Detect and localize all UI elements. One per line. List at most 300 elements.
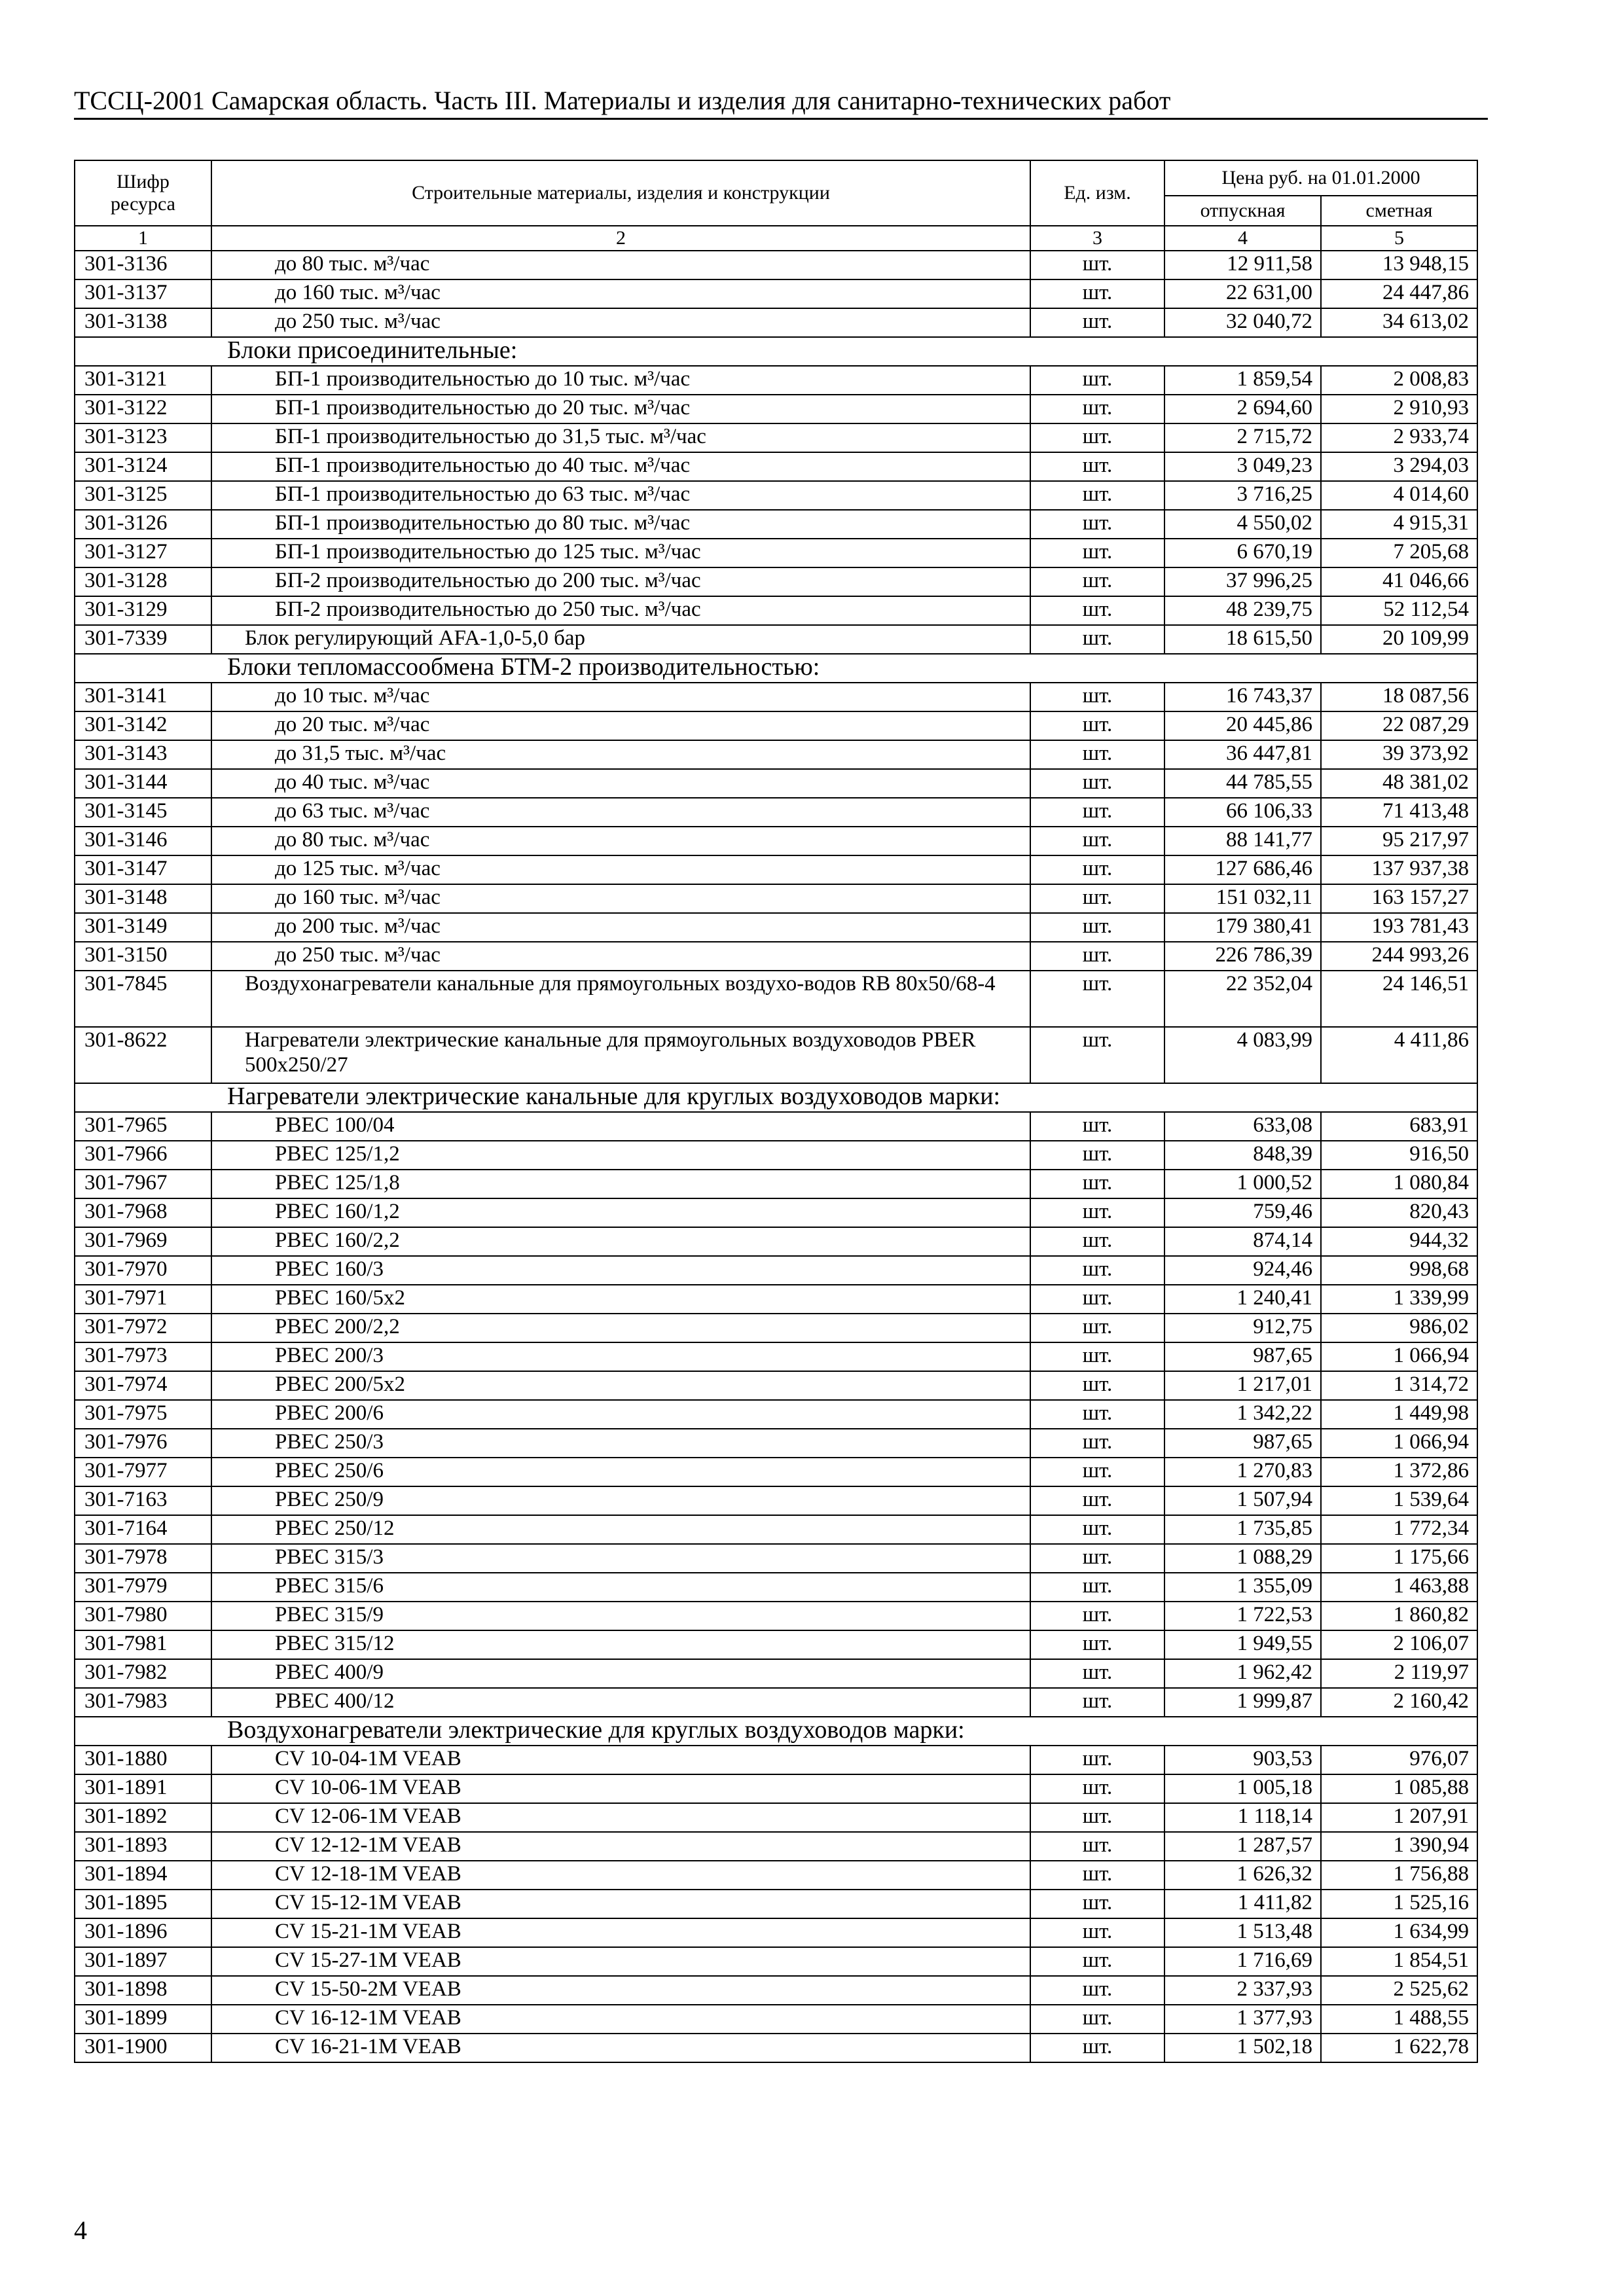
- release-price: 903,53: [1164, 1746, 1321, 1774]
- table-row: [75, 1832, 1477, 1861]
- table-row: [75, 971, 1477, 1027]
- unit-cell: шт.: [1030, 827, 1164, 855]
- unit-cell: шт.: [1030, 1256, 1164, 1285]
- estimate-price: 1 314,72: [1321, 1371, 1477, 1400]
- table-row: [75, 1861, 1477, 1890]
- unit-cell: шт.: [1030, 1890, 1164, 1918]
- estimate-price: 1 525,16: [1321, 1890, 1477, 1918]
- estimate-price: 1 634,99: [1321, 1918, 1477, 1947]
- release-price: 1 502,18: [1164, 2034, 1321, 2062]
- estimate-price: 22 087,29: [1321, 711, 1477, 740]
- resource-code: 301-3145: [75, 798, 211, 827]
- release-price: 848,39: [1164, 1141, 1321, 1170]
- header-num-4: 4: [1164, 226, 1321, 251]
- resource-code: 301-7983: [75, 1688, 211, 1717]
- release-price: 1 507,94: [1164, 1486, 1321, 1515]
- estimate-price: 4 411,86: [1321, 1027, 1477, 1083]
- section-title: Воздухонагреватели электрические для круглых воздуховодов марки:: [75, 1717, 1477, 1746]
- material-name: до 31,5 тыс. м³/час: [211, 740, 1030, 769]
- header-estimate-price: сметная: [1321, 196, 1477, 226]
- estimate-price: 24 146,51: [1321, 971, 1477, 1027]
- unit-cell: шт.: [1030, 1112, 1164, 1141]
- estimate-price: 193 781,43: [1321, 913, 1477, 942]
- resource-code: 301-7845: [75, 971, 211, 1027]
- table-row: [75, 1630, 1477, 1659]
- estimate-price: 2 160,42: [1321, 1688, 1477, 1717]
- section-row: [75, 1717, 1477, 1746]
- estimate-price: 1 860,82: [1321, 1602, 1477, 1630]
- table-row: [75, 567, 1477, 596]
- resource-code: 301-7970: [75, 1256, 211, 1285]
- estimate-price: 2 910,93: [1321, 395, 1477, 423]
- table-row: [75, 510, 1477, 539]
- table-row: [75, 596, 1477, 625]
- header-num-2: 2: [211, 226, 1030, 251]
- material-name: БП-1 производительностью до 10 тыс. м³/час: [211, 366, 1030, 395]
- material-name: PBEC 250/6: [211, 1458, 1030, 1486]
- estimate-price: 1 339,99: [1321, 1285, 1477, 1314]
- table-row: [75, 1947, 1477, 1976]
- table-row: [75, 279, 1477, 308]
- estimate-price: 1 066,94: [1321, 1342, 1477, 1371]
- material-name: PBEC 315/9: [211, 1602, 1030, 1630]
- material-name: PBEC 400/12: [211, 1688, 1030, 1717]
- material-name: PBEC 125/1,8: [211, 1170, 1030, 1198]
- unit-cell: шт.: [1030, 1515, 1164, 1544]
- unit-cell: шт.: [1030, 1170, 1164, 1198]
- resource-code: 301-1891: [75, 1774, 211, 1803]
- table-row: [75, 1198, 1477, 1227]
- table-row: [75, 1342, 1477, 1371]
- material-name: PBEC 160/1,2: [211, 1198, 1030, 1227]
- release-price: 3 716,25: [1164, 481, 1321, 510]
- unit-cell: шт.: [1030, 1400, 1164, 1429]
- release-price: 48 239,75: [1164, 596, 1321, 625]
- resource-code: 301-3137: [75, 279, 211, 308]
- estimate-price: 3 294,03: [1321, 452, 1477, 481]
- table-row: [75, 913, 1477, 942]
- material-name: CV 15-21-1M VEAB: [211, 1918, 1030, 1947]
- resource-code: 301-3121: [75, 366, 211, 395]
- table-row: [75, 1371, 1477, 1400]
- estimate-price: 820,43: [1321, 1198, 1477, 1227]
- resource-code: 301-7977: [75, 1458, 211, 1486]
- table-row: [75, 884, 1477, 913]
- estimate-price: 1 085,88: [1321, 1774, 1477, 1803]
- release-price: 37 996,25: [1164, 567, 1321, 596]
- material-name: Воздухонагреватели канальные для прямоугольных воздухо-водов RB 80x50/68-4: [211, 971, 1030, 1027]
- table-row: [75, 1890, 1477, 1918]
- material-name: до 40 тыс. м³/час: [211, 769, 1030, 798]
- resource-code: 301-3143: [75, 740, 211, 769]
- material-name: до 80 тыс. м³/час: [211, 251, 1030, 279]
- resource-code: 301-1895: [75, 1890, 211, 1918]
- resource-code: 301-3122: [75, 395, 211, 423]
- section-row: [75, 337, 1477, 366]
- resource-code: 301-7967: [75, 1170, 211, 1198]
- material-name: CV 10-06-1M VEAB: [211, 1774, 1030, 1803]
- unit-cell: шт.: [1030, 1458, 1164, 1486]
- unit-cell: шт.: [1030, 1976, 1164, 2005]
- estimate-price: 4 014,60: [1321, 481, 1477, 510]
- estimate-price: 18 087,56: [1321, 683, 1477, 711]
- estimate-price: 20 109,99: [1321, 625, 1477, 654]
- estimate-price: 7 205,68: [1321, 539, 1477, 567]
- resource-code: 301-1880: [75, 1746, 211, 1774]
- material-name: до 10 тыс. м³/час: [211, 683, 1030, 711]
- resource-code: 301-7975: [75, 1400, 211, 1429]
- unit-cell: шт.: [1030, 1918, 1164, 1947]
- release-price: 151 032,11: [1164, 884, 1321, 913]
- unit-cell: шт.: [1030, 567, 1164, 596]
- table-row: [75, 1314, 1477, 1342]
- resource-code: 301-1894: [75, 1861, 211, 1890]
- section-row: [75, 654, 1477, 683]
- table-row: [75, 683, 1477, 711]
- material-name: PBEC 250/9: [211, 1486, 1030, 1515]
- table-row: [75, 827, 1477, 855]
- unit-cell: шт.: [1030, 1141, 1164, 1170]
- release-price: 1 287,57: [1164, 1832, 1321, 1861]
- unit-cell: шт.: [1030, 1227, 1164, 1256]
- table-row: [75, 423, 1477, 452]
- material-name: БП-1 производительностью до 125 тыс. м³/час: [211, 539, 1030, 567]
- release-price: 2 715,72: [1164, 423, 1321, 452]
- estimate-price: 986,02: [1321, 1314, 1477, 1342]
- table-row: [75, 1170, 1477, 1198]
- release-price: 4 550,02: [1164, 510, 1321, 539]
- estimate-price: 39 373,92: [1321, 740, 1477, 769]
- resource-code: 301-1897: [75, 1947, 211, 1976]
- table-row: [75, 1112, 1477, 1141]
- release-price: 1 005,18: [1164, 1774, 1321, 1803]
- release-price: 22 352,04: [1164, 971, 1321, 1027]
- resource-code: 301-1896: [75, 1918, 211, 1947]
- table-row: [75, 395, 1477, 423]
- unit-cell: шт.: [1030, 855, 1164, 884]
- price-table: [74, 160, 1478, 2063]
- estimate-price: 2 933,74: [1321, 423, 1477, 452]
- resource-code: 301-7339: [75, 625, 211, 654]
- page-number: 4: [74, 2215, 87, 2245]
- estimate-price: 1 080,84: [1321, 1170, 1477, 1198]
- estimate-price: 2 119,97: [1321, 1659, 1477, 1688]
- resource-code: 301-7969: [75, 1227, 211, 1256]
- estimate-price: 52 112,54: [1321, 596, 1477, 625]
- resource-code: 301-3147: [75, 855, 211, 884]
- estimate-price: 13 948,15: [1321, 251, 1477, 279]
- resource-code: 301-1892: [75, 1803, 211, 1832]
- estimate-price: 1 175,66: [1321, 1544, 1477, 1573]
- release-price: 924,46: [1164, 1256, 1321, 1285]
- resource-code: 301-3123: [75, 423, 211, 452]
- release-price: 127 686,46: [1164, 855, 1321, 884]
- table-row: [75, 366, 1477, 395]
- resource-code: 301-3141: [75, 683, 211, 711]
- estimate-price: 1 207,91: [1321, 1803, 1477, 1832]
- unit-cell: шт.: [1030, 884, 1164, 913]
- material-name: CV 16-12-1M VEAB: [211, 2005, 1030, 2034]
- estimate-price: 2 106,07: [1321, 1630, 1477, 1659]
- table-row: [75, 251, 1477, 279]
- material-name: до 125 тыс. м³/час: [211, 855, 1030, 884]
- table-row: [75, 308, 1477, 337]
- material-name: PBEC 400/9: [211, 1659, 1030, 1688]
- table-row: [75, 481, 1477, 510]
- material-name: PBEC 100/04: [211, 1112, 1030, 1141]
- release-price: 179 380,41: [1164, 913, 1321, 942]
- resource-code: 301-7965: [75, 1112, 211, 1141]
- unit-cell: шт.: [1030, 1746, 1164, 1774]
- release-price: 1 735,85: [1164, 1515, 1321, 1544]
- release-price: 12 911,58: [1164, 251, 1321, 279]
- table-row: [75, 798, 1477, 827]
- resource-code: 301-7971: [75, 1285, 211, 1314]
- unit-cell: шт.: [1030, 711, 1164, 740]
- unit-cell: шт.: [1030, 1602, 1164, 1630]
- release-price: 16 743,37: [1164, 683, 1321, 711]
- unit-cell: шт.: [1030, 625, 1164, 654]
- resource-code: 301-3146: [75, 827, 211, 855]
- unit-cell: шт.: [1030, 798, 1164, 827]
- resource-code: 301-7982: [75, 1659, 211, 1688]
- release-price: 1 118,14: [1164, 1803, 1321, 1832]
- table-row: [75, 740, 1477, 769]
- header-num-1: 1: [75, 226, 211, 251]
- resource-code: 301-3150: [75, 942, 211, 971]
- unit-cell: шт.: [1030, 481, 1164, 510]
- resource-code: 301-7981: [75, 1630, 211, 1659]
- release-price: 1 217,01: [1164, 1371, 1321, 1400]
- resource-code: 301-1893: [75, 1832, 211, 1861]
- table-row: [75, 855, 1477, 884]
- unit-cell: шт.: [1030, 452, 1164, 481]
- unit-cell: шт.: [1030, 1659, 1164, 1688]
- material-name: БП-1 производительностью до 63 тыс. м³/час: [211, 481, 1030, 510]
- material-name: CV 12-18-1M VEAB: [211, 1861, 1030, 1890]
- unit-cell: шт.: [1030, 251, 1164, 279]
- material-name: PBEC 200/3: [211, 1342, 1030, 1371]
- table-row: [75, 1486, 1477, 1515]
- resource-code: 301-7973: [75, 1342, 211, 1371]
- estimate-price: 244 993,26: [1321, 942, 1477, 971]
- header-num-5: 5: [1321, 226, 1477, 251]
- material-name: до 200 тыс. м³/час: [211, 913, 1030, 942]
- table-row: [75, 1602, 1477, 1630]
- release-price: 1 626,32: [1164, 1861, 1321, 1890]
- material-name: PBEC 250/3: [211, 1429, 1030, 1458]
- table-row: [75, 539, 1477, 567]
- resource-code: 301-7163: [75, 1486, 211, 1515]
- table-row: [75, 1027, 1477, 1083]
- estimate-price: 1 488,55: [1321, 2005, 1477, 2034]
- table-row: [75, 1746, 1477, 1774]
- material-name: до 80 тыс. м³/час: [211, 827, 1030, 855]
- material-name: PBEC 160/5x2: [211, 1285, 1030, 1314]
- unit-cell: шт.: [1030, 1198, 1164, 1227]
- material-name: до 160 тыс. м³/час: [211, 884, 1030, 913]
- material-name: до 20 тыс. м³/час: [211, 711, 1030, 740]
- unit-cell: шт.: [1030, 2005, 1164, 2034]
- release-price: 633,08: [1164, 1112, 1321, 1141]
- resource-code: 301-1899: [75, 2005, 211, 2034]
- unit-cell: шт.: [1030, 1429, 1164, 1458]
- material-name: Нагреватели электрические канальные для прямоугольных воздуховодов PBER 500x250/27: [211, 1027, 1030, 1083]
- estimate-price: 41 046,66: [1321, 567, 1477, 596]
- header-release-price: отпускная: [1164, 196, 1321, 226]
- release-price: 912,75: [1164, 1314, 1321, 1342]
- material-name: БП-1 производительностью до 40 тыс. м³/час: [211, 452, 1030, 481]
- resource-code: 301-1900: [75, 2034, 211, 2062]
- estimate-price: 137 937,38: [1321, 855, 1477, 884]
- table-row: [75, 942, 1477, 971]
- section-title: Блоки тепломассообмена БТМ-2 производительностью:: [75, 654, 1477, 683]
- estimate-price: 2 525,62: [1321, 1976, 1477, 2005]
- release-price: 1 240,41: [1164, 1285, 1321, 1314]
- table-row: [75, 1774, 1477, 1803]
- table-row: [75, 452, 1477, 481]
- table-row: [75, 1573, 1477, 1602]
- release-price: 1 270,83: [1164, 1458, 1321, 1486]
- material-name: CV 15-12-1M VEAB: [211, 1890, 1030, 1918]
- estimate-price: 998,68: [1321, 1256, 1477, 1285]
- table-row: [75, 1429, 1477, 1458]
- material-name: PBEC 160/2,2: [211, 1227, 1030, 1256]
- table-row: [75, 1976, 1477, 2005]
- unit-cell: шт.: [1030, 510, 1164, 539]
- estimate-price: 1 854,51: [1321, 1947, 1477, 1976]
- estimate-price: 1 463,88: [1321, 1573, 1477, 1602]
- resource-code: 301-3142: [75, 711, 211, 740]
- resource-code: 301-7164: [75, 1515, 211, 1544]
- release-price: 874,14: [1164, 1227, 1321, 1256]
- estimate-price: 1 449,98: [1321, 1400, 1477, 1429]
- unit-cell: шт.: [1030, 1544, 1164, 1573]
- resource-code: 301-7968: [75, 1198, 211, 1227]
- header-rule: [74, 118, 1488, 120]
- material-name: PBEC 315/3: [211, 1544, 1030, 1573]
- resource-code: 301-3144: [75, 769, 211, 798]
- release-price: 1 962,42: [1164, 1659, 1321, 1688]
- estimate-price: 1 539,64: [1321, 1486, 1477, 1515]
- resource-code: 301-7979: [75, 1573, 211, 1602]
- estimate-price: 95 217,97: [1321, 827, 1477, 855]
- material-name: PBEC 125/1,2: [211, 1141, 1030, 1170]
- estimate-price: 683,91: [1321, 1112, 1477, 1141]
- estimate-price: 34 613,02: [1321, 308, 1477, 337]
- material-name: PBEC 250/12: [211, 1515, 1030, 1544]
- table-row: [75, 1285, 1477, 1314]
- table-row: [75, 1256, 1477, 1285]
- estimate-price: 4 915,31: [1321, 510, 1477, 539]
- material-name: Блок регулирующий AFA-1,0-5,0 бар: [211, 625, 1030, 654]
- header-code: Шифр ресурса: [75, 160, 211, 226]
- table-row: [75, 711, 1477, 740]
- release-price: 1 859,54: [1164, 366, 1321, 395]
- unit-cell: шт.: [1030, 1803, 1164, 1832]
- unit-cell: шт.: [1030, 1486, 1164, 1515]
- unit-cell: шт.: [1030, 1371, 1164, 1400]
- release-price: 1 342,22: [1164, 1400, 1321, 1429]
- release-price: 226 786,39: [1164, 942, 1321, 971]
- release-price: 1 949,55: [1164, 1630, 1321, 1659]
- estimate-price: 1 756,88: [1321, 1861, 1477, 1890]
- release-price: 1 088,29: [1164, 1544, 1321, 1573]
- page-header-title: ТССЦ-2001 Самарская область. Часть III. Материалы и изделия для санитарно-технических работ: [74, 86, 1171, 115]
- resource-code: 301-3129: [75, 596, 211, 625]
- table-row: [75, 1544, 1477, 1573]
- estimate-price: 1 622,78: [1321, 2034, 1477, 2062]
- material-name: БП-2 производительностью до 200 тыс. м³/час: [211, 567, 1030, 596]
- unit-cell: шт.: [1030, 423, 1164, 452]
- material-name: PBEC 160/3: [211, 1256, 1030, 1285]
- table-row: [75, 2034, 1477, 2062]
- unit-cell: шт.: [1030, 596, 1164, 625]
- section-title: Нагреватели электрические канальные для круглых воздуховодов марки:: [75, 1083, 1477, 1112]
- table-row: [75, 1688, 1477, 1717]
- unit-cell: шт.: [1030, 1027, 1164, 1083]
- material-name: PBEC 200/2,2: [211, 1314, 1030, 1342]
- unit-cell: шт.: [1030, 1285, 1164, 1314]
- resource-code: 301-3127: [75, 539, 211, 567]
- material-name: БП-1 производительностью до 20 тыс. м³/час: [211, 395, 1030, 423]
- release-price: 32 040,72: [1164, 308, 1321, 337]
- section-row: [75, 1083, 1477, 1112]
- estimate-price: 1 066,94: [1321, 1429, 1477, 1458]
- table-row: [75, 1227, 1477, 1256]
- unit-cell: шт.: [1030, 1947, 1164, 1976]
- unit-cell: шт.: [1030, 740, 1164, 769]
- material-name: до 250 тыс. м³/час: [211, 308, 1030, 337]
- unit-cell: шт.: [1030, 2034, 1164, 2062]
- header-name: Строительные материалы, изделия и конструкции: [211, 160, 1030, 226]
- release-price: 6 670,19: [1164, 539, 1321, 567]
- material-name: БП-1 производительностью до 80 тыс. м³/час: [211, 510, 1030, 539]
- unit-cell: шт.: [1030, 1342, 1164, 1371]
- release-price: 3 049,23: [1164, 452, 1321, 481]
- table-body: [75, 251, 1477, 2062]
- release-price: 987,65: [1164, 1429, 1321, 1458]
- release-price: 1 716,69: [1164, 1947, 1321, 1976]
- release-price: 1 377,93: [1164, 2005, 1321, 2034]
- resource-code: 301-3126: [75, 510, 211, 539]
- unit-cell: шт.: [1030, 1630, 1164, 1659]
- estimate-price: 976,07: [1321, 1746, 1477, 1774]
- header-price: Цена руб. на 01.01.2000: [1164, 160, 1477, 196]
- release-price: 4 083,99: [1164, 1027, 1321, 1083]
- table-header: [75, 160, 1477, 251]
- estimate-price: 24 447,86: [1321, 279, 1477, 308]
- release-price: 36 447,81: [1164, 740, 1321, 769]
- material-name: PBEC 200/6: [211, 1400, 1030, 1429]
- unit-cell: шт.: [1030, 1774, 1164, 1803]
- unit-cell: шт.: [1030, 1861, 1164, 1890]
- estimate-price: 916,50: [1321, 1141, 1477, 1170]
- unit-cell: шт.: [1030, 366, 1164, 395]
- material-name: БП-1 производительностью до 31,5 тыс. м³/час: [211, 423, 1030, 452]
- unit-cell: шт.: [1030, 1573, 1164, 1602]
- table-row: [75, 1400, 1477, 1429]
- release-price: 22 631,00: [1164, 279, 1321, 308]
- resource-code: 301-7972: [75, 1314, 211, 1342]
- resource-code: 301-3124: [75, 452, 211, 481]
- release-price: 18 615,50: [1164, 625, 1321, 654]
- unit-cell: шт.: [1030, 942, 1164, 971]
- release-price: 1 411,82: [1164, 1890, 1321, 1918]
- section-title: Блоки присоединительные:: [75, 337, 1477, 366]
- resource-code: 301-7980: [75, 1602, 211, 1630]
- material-name: CV 15-50-2M VEAB: [211, 1976, 1030, 2005]
